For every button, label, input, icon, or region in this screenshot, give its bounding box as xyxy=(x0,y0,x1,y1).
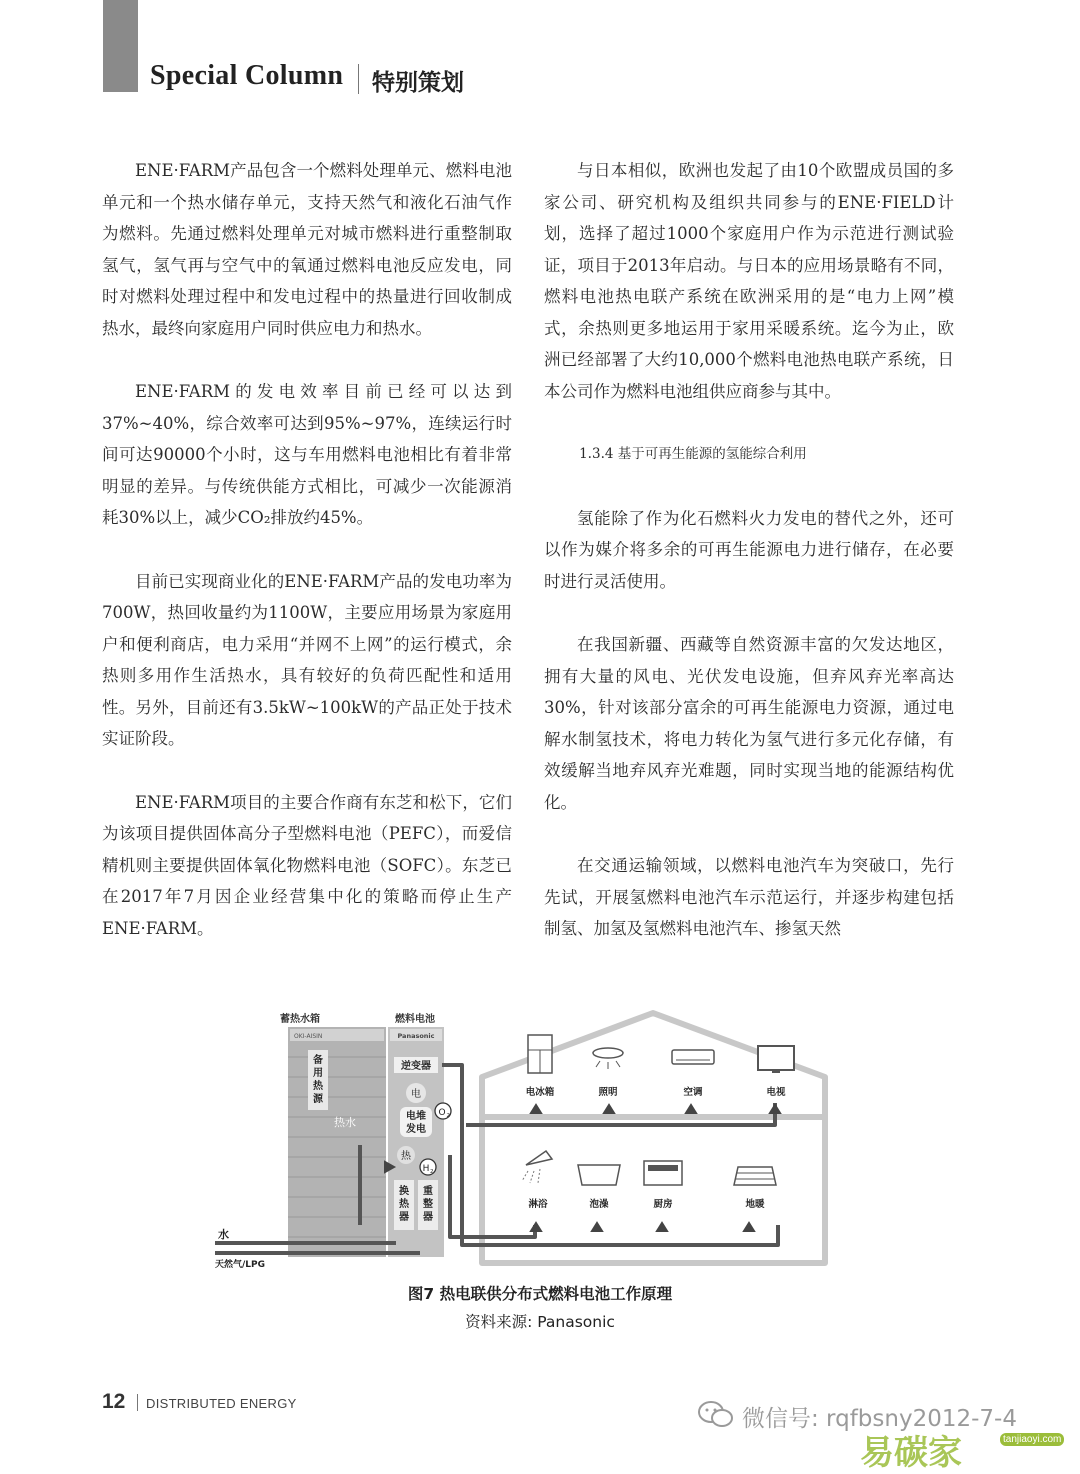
air-conditioner-icon xyxy=(672,1050,714,1064)
heat-use-label: 泡澡 xyxy=(589,1199,609,1210)
appliance-label: 电视 xyxy=(766,1087,786,1098)
paragraph: 目前已实现商业化的ENE·FARM产品的发电功率为700W，热回收量约为1100W，主要应用场景为家庭用户和便利商店，电力采用“并网不上网”的运行模式，余热则多用作生活热水，具有较好的负荷匹配性和适用性。另外，目前还有3.5kW~100kW的产品正处于技术实证阶段。 xyxy=(102,571,512,748)
right-column xyxy=(544,155,954,977)
svg-text:发电: 发电 xyxy=(406,1124,426,1135)
column-title: Special Column xyxy=(150,60,344,91)
paragraph: ENE·FARM项目的主要合作商有东芝和松下，它们为该项目提供固体高分子型燃料电池（PEFC），而爱信精机则主要提供固体氧化物燃料电池（SOFC）。东芝已在2017年7月因企业经营集中化的策略而停止生产ENE·FARM。 xyxy=(102,792,512,938)
svg-text:2: 2 xyxy=(430,1169,434,1175)
svg-text:电堆: 电堆 xyxy=(406,1111,426,1122)
svg-text:整: 整 xyxy=(423,1199,433,1210)
heat-use-label: 厨房 xyxy=(653,1199,673,1210)
footer-divider xyxy=(137,1394,138,1411)
tv-icon xyxy=(758,1046,794,1073)
hot-water-label: 热水 xyxy=(334,1116,356,1129)
figure-caption: 图7 热电联供分布式燃料电池工作原理 xyxy=(407,1285,673,1303)
svg-text:器: 器 xyxy=(399,1212,409,1223)
figure-source: 资料来源: Panasonic xyxy=(465,1313,615,1331)
fuel-cell-diagram xyxy=(210,1005,860,1275)
header-bar xyxy=(103,0,138,92)
appliance-label: 电冰箱 xyxy=(525,1087,555,1098)
svg-text:热: 热 xyxy=(313,1081,323,1092)
svg-text:重: 重 xyxy=(423,1186,433,1197)
electric-label: 电 xyxy=(411,1089,421,1100)
floor-heating-icon xyxy=(734,1167,776,1185)
svg-text:换: 换 xyxy=(399,1186,409,1197)
fuelcell-label: 燃料电池 xyxy=(395,1014,435,1025)
wechat-icon xyxy=(697,1400,735,1430)
kitchen-icon xyxy=(644,1161,682,1185)
svg-text:备: 备 xyxy=(313,1055,323,1066)
site-domain: tanjiaoyi.com xyxy=(1000,1433,1064,1446)
wechat-watermark: 微信号: rqfbsny2012-7-4 xyxy=(742,1406,1017,1432)
svg-text:逆变器: 逆变器 xyxy=(401,1061,431,1072)
column-title-cn: 特别策划 xyxy=(372,70,464,96)
heat-use-label: 地暖 xyxy=(745,1199,765,1210)
light-icon xyxy=(593,1048,623,1069)
water-label: 水 xyxy=(218,1228,229,1241)
svg-text:O: O xyxy=(438,1108,446,1118)
paragraph: 与日本相似，欧洲也发起了由10个欧盟成员国的多家公司、研究机构及组织共同参与的ENE·FIELD计划，选择了超过1000个家庭用户作为示范进行测试验证，项目于2013年启动。与日本的应用场景略有不同，燃料电池热电联产系统在欧洲采用的是“电力上网”模式，余热则更多地运用于家用采暖系统。迄今为止，欧洲已经部署了大约10,000个燃料电池热电联产系统，日本公司作为燃料电池组供应商参与其中。 xyxy=(544,161,954,401)
paragraph: 在交通运输领域，以燃料电池汽车为突破口，先行先试，开展氢燃料电池汽车示范运行，并逐步构建包括制氢、加氢及氢燃料电池汽车、掺氢天然 xyxy=(544,856,954,938)
appliance-label: 空调 xyxy=(683,1087,703,1098)
paragraph: 氢能除了作为化石燃料火力发电的替代之外，还可以作为媒介将多余的可再生能源电力进行储存，在必要时进行灵活使用。 xyxy=(544,508,954,591)
svg-text:H: H xyxy=(422,1164,430,1174)
paragraph: ENE·FARM产品包含一个燃料处理单元、燃料电池单元和一个热水储存单元，支持天然气和液化石油气作为燃料。先通过燃料处理单元对城市燃料进行重整制取氢气，氢气再与空气中的氧通过燃料电池反应发电，同时对燃料处理过程中和发电过程中的热量进行回收制成热水，最终向家庭用户同时供应电力和热水。 xyxy=(102,161,512,338)
svg-text:用: 用 xyxy=(313,1068,323,1079)
header-divider xyxy=(358,64,359,94)
site-logo: 易碳家 xyxy=(860,1433,962,1473)
heat-label: 热 xyxy=(401,1151,411,1162)
fridge-icon xyxy=(528,1035,552,1073)
svg-text:源: 源 xyxy=(313,1094,323,1105)
svg-text:2: 2 xyxy=(446,1113,450,1119)
shower-icon xyxy=(522,1151,552,1183)
svg-text:热: 热 xyxy=(399,1199,409,1210)
journal-name: DISTRIBUTED ENERGY xyxy=(146,1396,297,1411)
tank-brand: OKI-AISIN xyxy=(294,1033,323,1040)
paragraph: 在我国新疆、西藏等自然资源丰富的欠发达地区，拥有大量的风电、光伏发电设施，但弃风弃光率高达30%，针对该部分富余的可再生能源电力资源，通过电解水制氢技术，将电力转化为氢气进行多元化存储，有效缓解当地弃风弃光难题，同时实现当地的能源结构优化。 xyxy=(544,635,954,812)
appliance-label: 照明 xyxy=(598,1087,618,1098)
svg-text:器: 器 xyxy=(423,1212,433,1223)
paragraph: ENE·FARM的发电效率目前已经可以达到37%~40%，综合效率可达到95%~97%，连续运行时间可达90000个小时，这与车用燃料电池相比有着非常明显的差异。与传统供能方式相比，可减少一次能源消耗30%以上，减少CO₂排放约45%。 xyxy=(102,382,512,527)
heat-use-label: 淋浴 xyxy=(528,1199,548,1210)
left-column xyxy=(102,155,512,976)
gas-label: 天然气/LPG xyxy=(215,1260,266,1270)
bathtub-icon xyxy=(578,1165,620,1185)
tank-label: 蓄热水箱 xyxy=(280,1014,320,1025)
fuelcell-brand: Panasonic xyxy=(397,1032,435,1040)
storage-tank xyxy=(288,1027,386,1257)
page-number: 12 xyxy=(102,1390,126,1413)
subsection-heading: 1.3.4 基于可再生能源的氢能综合利用 xyxy=(579,446,807,462)
